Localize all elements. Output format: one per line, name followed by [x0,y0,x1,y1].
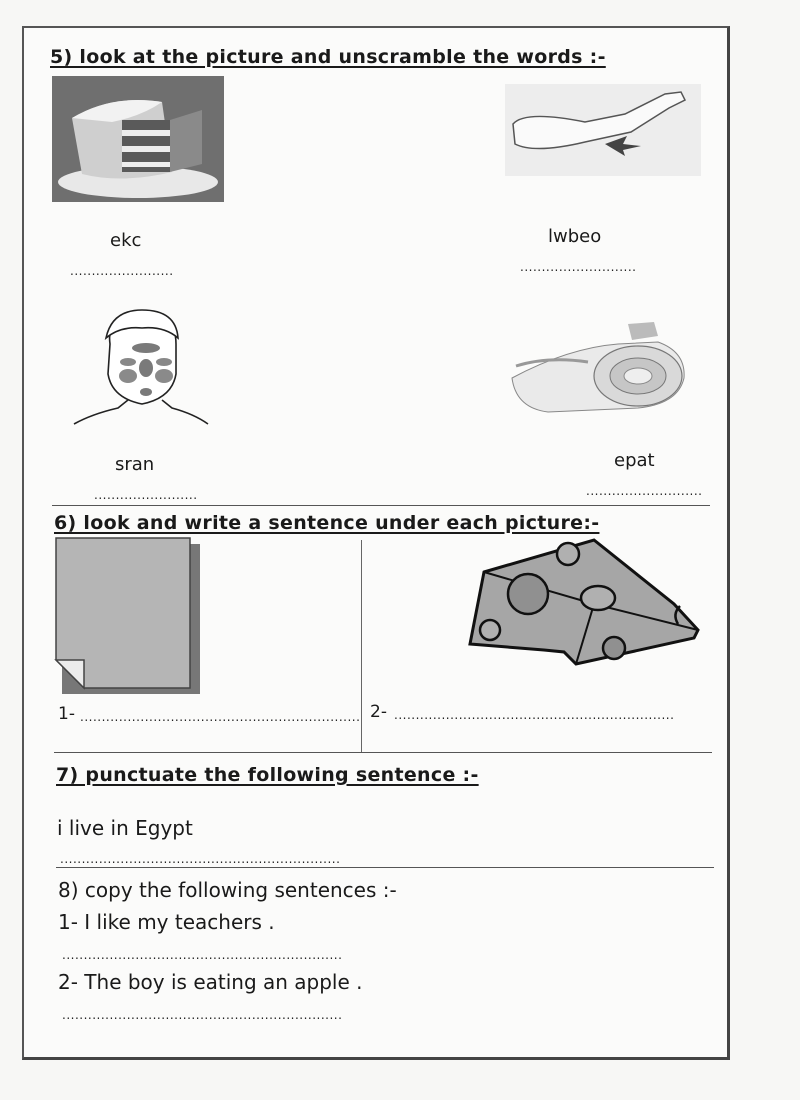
word-elbow: lwbeo [548,226,602,247]
copy-answer-line-2[interactable]: ................................................................. [62,1008,343,1022]
section6-title: 6) look and write a sentence under each picture:- [54,512,600,534]
answer-line-elbow[interactable]: ........................... [520,260,637,274]
paper-icon [54,536,204,696]
sentence-line-2-label: 2- [370,702,387,722]
punctuate-answer-line[interactable]: ................................................................. [60,852,341,866]
word-cake: ekc [110,230,142,251]
word-tape: epat [614,450,655,471]
cheese-icon [464,534,704,668]
section-divider [54,752,712,753]
face-icon [72,308,210,424]
section7-title: 7) punctuate the following sentence :- [56,764,479,786]
sentence-line-1[interactable]: ................................................................. [80,710,361,724]
copy-sentence-2: 2- The boy is eating an apple . [58,970,363,994]
section5-title: 5) look at the picture and unscramble the words :- [50,46,606,68]
column-divider [361,540,362,752]
answer-line-face[interactable]: ........................ [94,488,198,502]
answer-line-tape[interactable]: ........................... [586,484,703,498]
answer-line-cake[interactable]: ........................ [70,264,174,278]
section-divider [56,867,714,868]
punctuate-sentence: i live in Egypt [57,816,193,840]
copy-answer-line-1[interactable]: ................................................................. [62,948,343,962]
tape-icon [508,318,692,418]
section8-title: 8) copy the following sentences :- [58,878,397,902]
section-divider [52,505,710,506]
word-face: sran [115,454,155,475]
copy-sentence-1: 1- I like my teachers . [58,910,275,934]
cake-icon [52,76,224,202]
sentence-line-2[interactable]: ................................................................. [394,708,675,722]
sentence-line-1-label: 1- [58,704,75,724]
elbow-icon [505,84,701,176]
